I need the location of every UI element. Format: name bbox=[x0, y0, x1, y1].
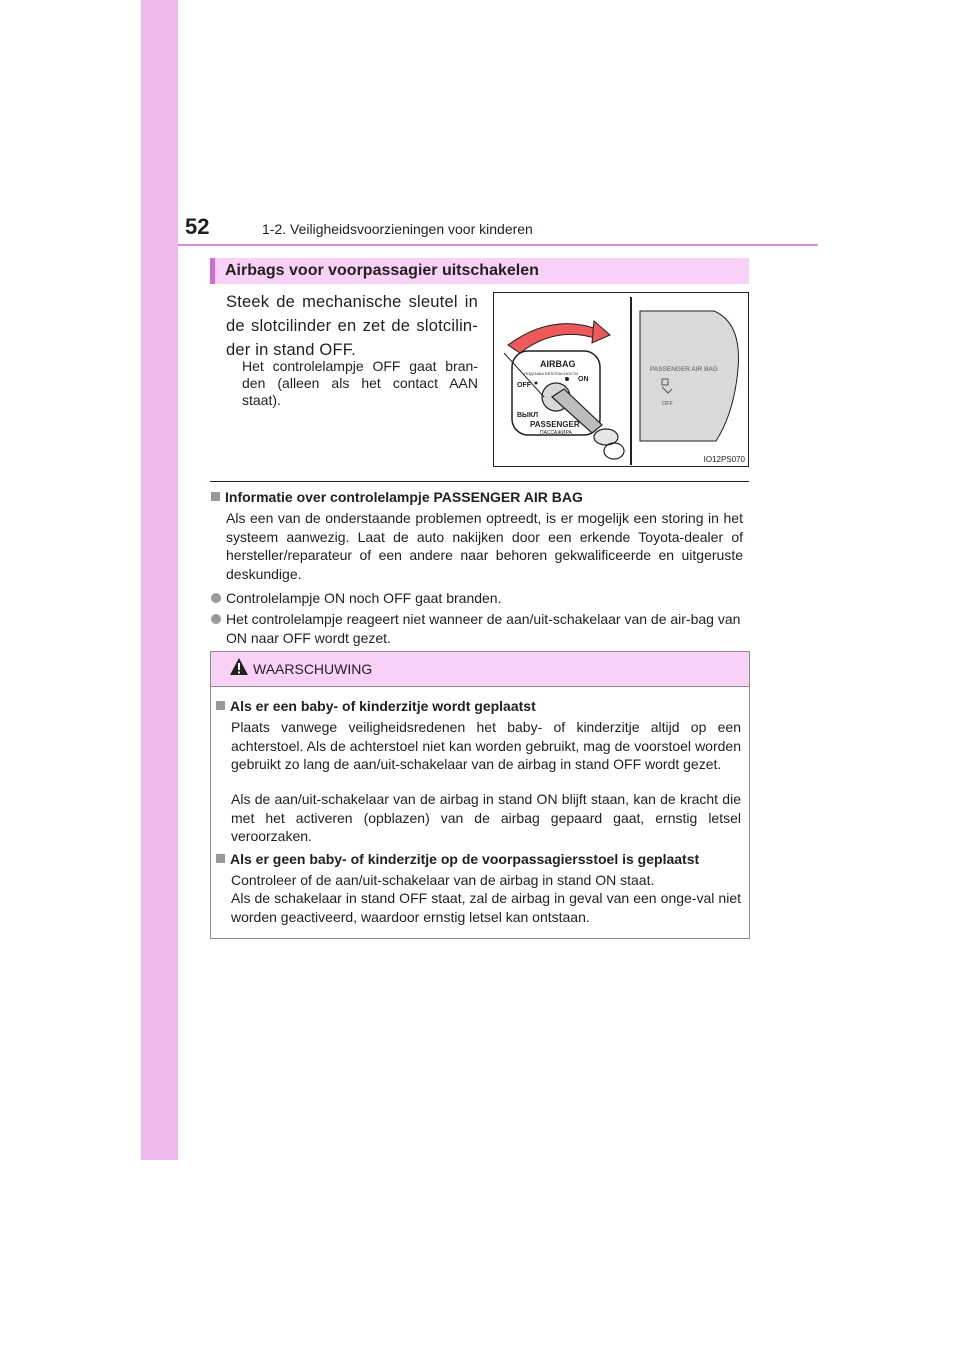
warning-text: Als de schakelaar in stand OFF staat, zal de airbag in geval van een onge-val niet worden geactiveerd, waardoor ernstig letsel kan ontstaan. bbox=[231, 890, 741, 925]
page-number: 52 bbox=[185, 214, 210, 239]
warning-title: WAARSCHUWING bbox=[253, 661, 373, 677]
switch-off-label: OFF bbox=[517, 382, 531, 389]
warning-subheading bbox=[216, 698, 536, 714]
chapter-title: 1-2. Veiligheidsvoorzieningen voor kinderen bbox=[262, 221, 533, 237]
list-item bbox=[226, 610, 746, 647]
header-rule bbox=[178, 244, 818, 246]
warning-box bbox=[210, 651, 750, 939]
warning-subheading-text: Als er geen baby- of kinderzitje op de voorpassagiersstoel is geplaatst bbox=[230, 851, 700, 867]
bullet-text: Controlelampje ON noch OFF gaat branden. bbox=[226, 590, 502, 606]
warning-header bbox=[211, 652, 749, 687]
warning-subheading bbox=[216, 851, 699, 867]
bullet-dot-icon bbox=[211, 614, 221, 624]
switch-airbag-ru-label: ПОДУШКА БЕЗОПАСНОСТИ bbox=[524, 371, 579, 376]
list-item bbox=[226, 589, 746, 608]
info-body: Als een van de onderstaande problemen optreedt, is er mogelijk een storing in het systeem aanwezig. Laat de auto nakijken door een erkende Toyota-dealer of hersteller/reparateur of een andere naar behoren gekwalificeerde en uitgeruste deskundige. bbox=[226, 510, 743, 582]
step-note: Het controlelampje OFF gaat bran-den (alleen als het contact AAN staat). bbox=[242, 358, 478, 408]
warning-subheading-text: Als er een baby- of kinderzitje wordt geplaatst bbox=[230, 698, 536, 714]
rotation-arrow-icon bbox=[508, 324, 602, 353]
warning-text: Als de aan/uit-schakelaar van de airbag in stand ON blijft staan, kan de kracht die met het activeren (opblazen) van de airbag gepaard gaat, ernstig letsel veroorzaken. bbox=[231, 791, 741, 844]
warning-text: Plaats vanwege veiligheidsredenen het baby- of kinderzitje altijd op een achterstoel. Als de achterstoel niet kan worden gebruikt, mag de voorstoel worden gebruikt zo lang de aan/uit-schakelaar van de airbag in stand OFF wordt gezet. bbox=[231, 719, 741, 772]
bullet-text: Het controlelampje reageert niet wanneer de aan/uit-schakelaar van de air-bag van ON naar OFF wordt gezet. bbox=[226, 611, 741, 646]
warning-triangle-icon bbox=[229, 657, 249, 676]
switch-off-ru-label: ВЫКЛ bbox=[517, 412, 539, 419]
indicator-off-label: OFF bbox=[662, 401, 673, 407]
square-bullet-icon bbox=[211, 492, 220, 501]
section-header bbox=[210, 258, 749, 284]
step-text: Steek de mechanische sleutel in de slotcilinder en zet de slotcilin-der in stand OFF. bbox=[226, 293, 478, 359]
figure-code: IO12PS070 bbox=[703, 455, 745, 464]
info-heading bbox=[211, 489, 583, 505]
switch-airbag-label: AIRBAG bbox=[540, 359, 576, 369]
section-title: Airbags voor voorpassagier uitschakelen bbox=[225, 262, 539, 279]
square-bullet-icon bbox=[216, 701, 225, 710]
warning-text: Controleer of de aan/uit-schakelaar van de airbag in stand ON staat. bbox=[231, 872, 655, 888]
indicator-label: PASSENGER AIR BAG bbox=[650, 366, 718, 373]
airbag-switch-illustration bbox=[493, 292, 749, 467]
illustration-drawing bbox=[494, 293, 749, 467]
bullet-dot-icon bbox=[211, 593, 221, 603]
switch-passenger-ru-label: ПАССАЖИРА bbox=[540, 430, 572, 436]
indicator-panel bbox=[640, 311, 739, 441]
divider bbox=[210, 481, 749, 482]
square-bullet-icon bbox=[216, 854, 225, 863]
sidebar-tab bbox=[141, 0, 178, 1160]
info-heading-text: Informatie over controlelampje PASSENGER AIR BAG bbox=[225, 489, 583, 505]
switch-on-label: ON bbox=[578, 376, 589, 383]
section-accent bbox=[210, 258, 215, 284]
switch-passenger-label: PASSENGER bbox=[530, 420, 580, 429]
